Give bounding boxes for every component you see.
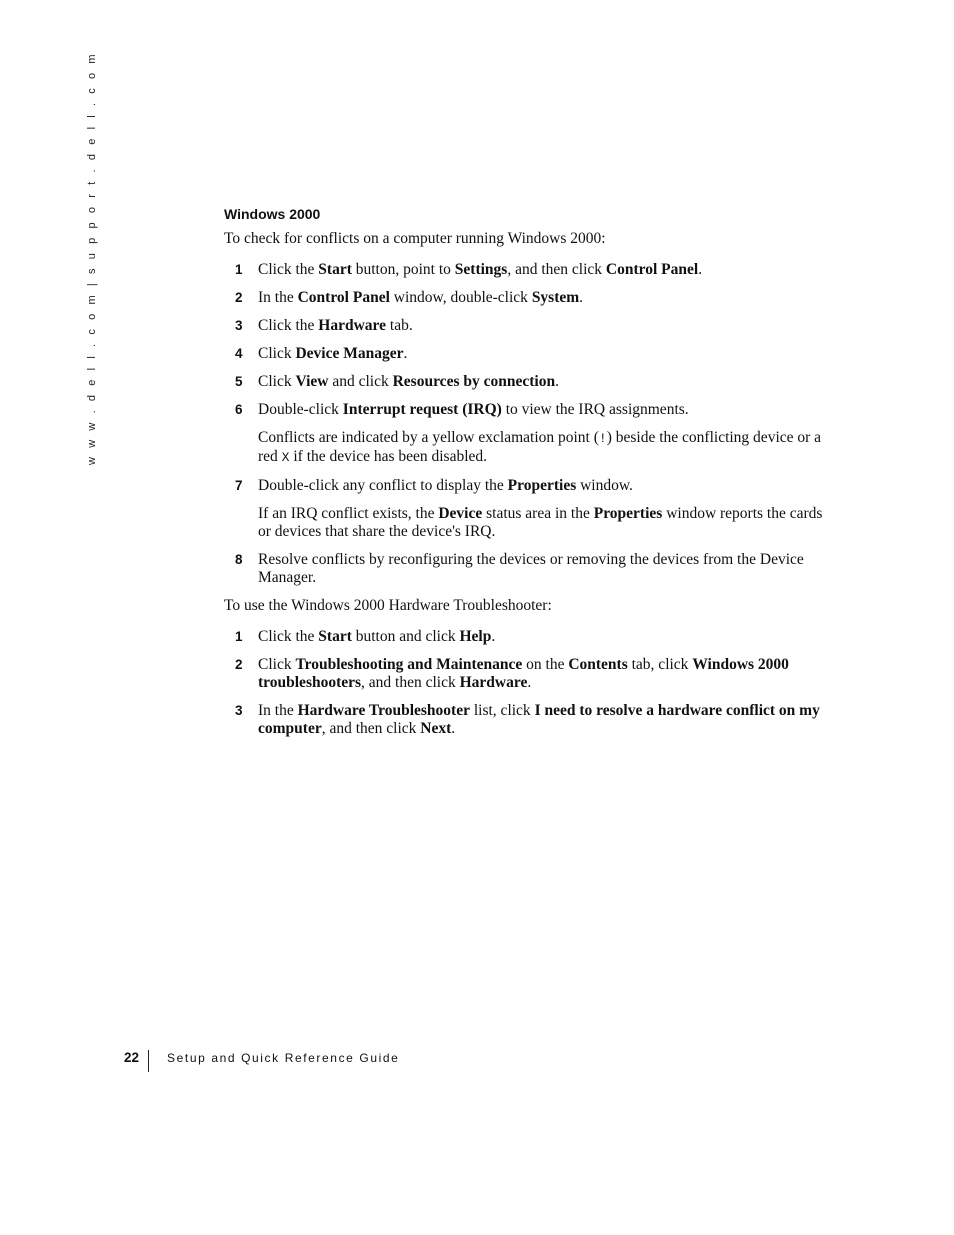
step-number: 1 <box>235 629 243 644</box>
step-number: 6 <box>235 402 243 417</box>
troubleshooter-intro: To use the Windows 2000 Hardware Troubleshooter: <box>224 597 552 614</box>
troubleshooter-steps <box>224 628 824 738</box>
step-number: 2 <box>235 657 243 672</box>
conflict-check-steps <box>224 261 824 587</box>
list-item: 1 Click the Start button, point to Settings, and then click Control Panel. <box>235 261 703 278</box>
intro-paragraph: To check for conflicts on a computer running Windows 2000: <box>224 230 606 247</box>
page-number: 22 <box>124 1050 140 1065</box>
step-number: 3 <box>235 318 243 333</box>
list-item: 4 Click Device Manager. <box>235 345 408 362</box>
list-item: 1 Click the Start button and click Help. <box>235 628 496 645</box>
list-item: 3 In the Hardware Troubleshooter list, click I need to resolve a hardware conflict on my computer, and then click Next. <box>235 702 820 737</box>
list-item: 2 Click Troubleshooting and Maintenance on the Contents tab, click Windows 2000 troubleshooters, and then click Hardware. <box>235 656 789 691</box>
step-number: 1 <box>235 262 243 277</box>
list-item: 5 Click View and click Resources by connection. <box>235 373 559 390</box>
step-number: 7 <box>235 478 243 493</box>
footer-title: Setup and Quick Reference Guide <box>167 1051 400 1065</box>
footer-divider <box>148 1050 149 1072</box>
step-note: If an IRQ conflict exists, the Device status area in the Properties window reports the cards or devices that share the device's IRQ. <box>258 505 823 540</box>
main-content <box>224 205 824 748</box>
step-number: 3 <box>235 703 243 718</box>
list-item: 7 Double-click any conflict to display the Properties window. If an IRQ conflict exists, the Device status area in the Properties window reports the cards or devices that share the device's IRQ. <box>235 477 823 540</box>
section-heading: Windows 2000 <box>224 206 321 222</box>
list-item: 2 In the Control Panel window, double-click System. <box>235 289 584 306</box>
sidebar-website-url: w w w . d e l l . c o m | s u p p o r t . d e l l . c o m <box>86 51 98 465</box>
list-item: 3 Click the Hardware tab. <box>235 317 413 334</box>
step-number: 2 <box>235 290 243 305</box>
step-number: 8 <box>235 552 243 567</box>
step-number: 5 <box>235 374 243 389</box>
list-item: 8 Resolve conflicts by reconfiguring the devices or removing the devices from the Device Manager. <box>235 551 804 586</box>
step-number: 4 <box>235 346 243 361</box>
step-note: Conflicts are indicated by a yellow exclamation point (!) beside the conflicting device or a red X if the device has been disabled. <box>258 429 822 465</box>
page-footer <box>124 1050 399 1072</box>
list-item: 6 Double-click Interrupt request (IRQ) to view the IRQ assignments. Conflicts are indicated by a yellow exclamation point (!) beside the conflicting device or a red X if the device has been disabled. <box>224 401 824 467</box>
